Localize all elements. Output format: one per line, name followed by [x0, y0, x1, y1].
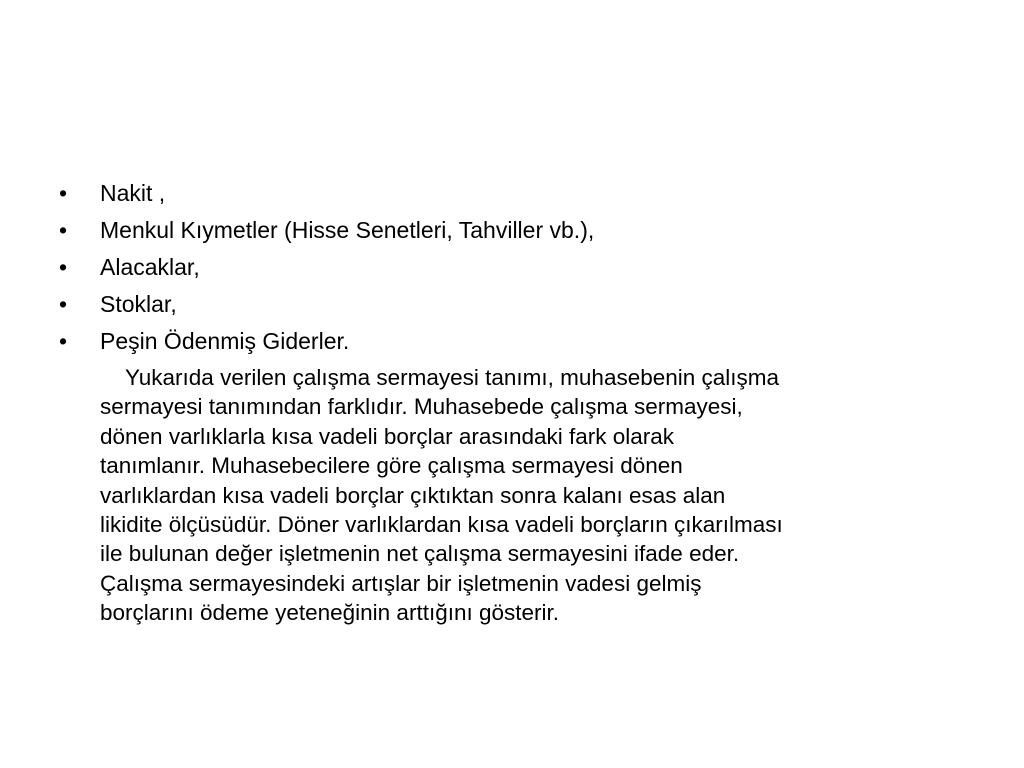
bullet-icon: • — [59, 254, 68, 280]
paragraph-line: borçlarını ödeme yeteneğinin arttığını gösterir. — [100, 600, 560, 626]
slide-content — [56, 178, 976, 628]
bullet-icon: • — [59, 328, 68, 354]
bullet-text: Stoklar, — [100, 291, 177, 317]
bullet-item-stoklar — [56, 289, 976, 319]
paragraph-line: dönen varlıklarla kısa vadeli borçlar arasındaki fark olarak — [100, 423, 675, 449]
bullet-item-menkul-kiymetler — [56, 215, 976, 245]
paragraph-line: tanımlanır. Muhasebecilere göre çalışma sermayesi dönen — [100, 453, 683, 479]
bullet-icon: • — [59, 217, 68, 243]
paragraph-line: Çalışma sermayesindeki artışlar bir işletmenin vadesi gelmiş — [100, 570, 702, 596]
body-paragraph — [56, 363, 976, 628]
bullet-icon: • — [59, 180, 68, 206]
bullet-text: Nakit , — [100, 180, 166, 206]
paragraph-line: varlıklardan kısa vadeli borçlar çıktıktan sonra kalanı esas alan — [100, 482, 726, 508]
bullet-item-nakit — [56, 178, 976, 208]
paragraph-line: ile bulunan değer işletmenin net çalışma sermayesini ifade eder. — [100, 541, 740, 567]
paragraph-line: likidite ölçüsüdür. Döner varlıklardan kısa vadeli borçların çıkarılması — [100, 512, 783, 538]
bullet-item-alacaklar — [56, 252, 976, 282]
bullet-text: Peşin Ödenmiş Giderler. — [100, 328, 350, 354]
bullet-icon: • — [59, 291, 68, 317]
bullet-list — [56, 178, 976, 356]
paragraph-line: sermayesi tanımından farklıdır. Muhasebede çalışma sermayesi, — [100, 394, 743, 420]
bullet-text: Menkul Kıymetler (Hisse Senetleri, Tahviller vb.), — [100, 217, 595, 243]
paragraph-line: Yukarıda verilen çalışma sermayesi tanımı, muhasebenin çalışma — [125, 365, 780, 390]
bullet-item-pesin-odenmis-giderler — [56, 326, 976, 356]
bullet-text: Alacaklar, — [100, 254, 200, 280]
